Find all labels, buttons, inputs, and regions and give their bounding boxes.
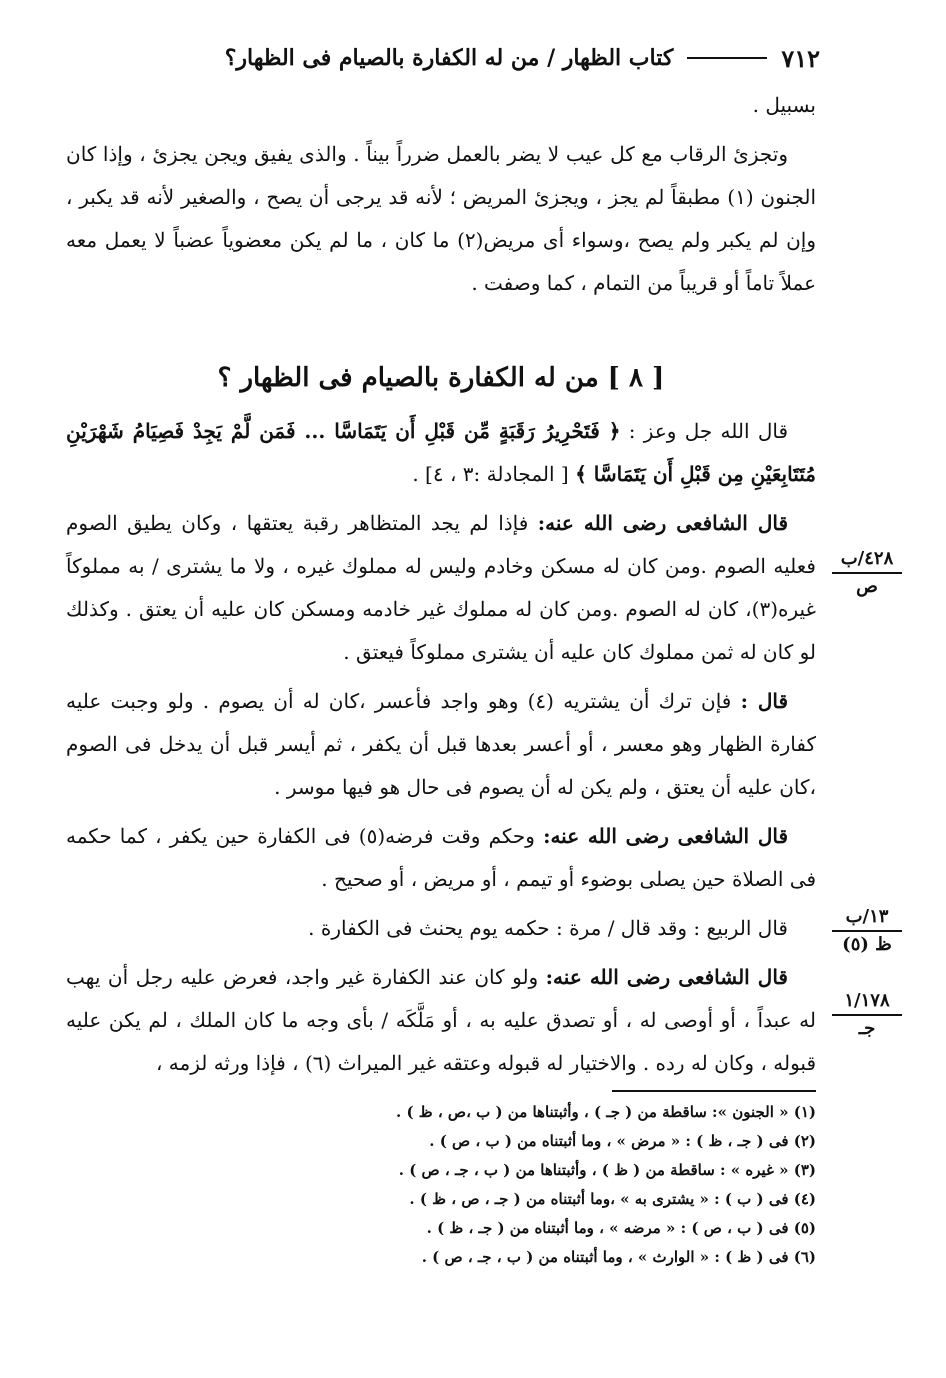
paragraph-text: ولو كان عند الكفارة غير واجد، فعرض عليه رجل أن يهب له عبداً ، أو أوصى له ، أو تصدق عليه به ، أو مَلَّكَه / بأى وجه ما كان الملك ، لم يكن عليه قبوله ، وكان له رده . والاختيار له قبوله وعتقه غير الميراث (٦) ، فإذا ورثه لزمه ، [66,965,816,1075]
footnote: (١) « الجنون »: ساقطة من ( جـ ) ، وأثبتناها من ( ب ،ص ، ظ ) . [396,1103,816,1121]
page-number: ٧١٢ [781,43,820,73]
quran-verse: ﴿ فَتَحْرِيرُ رَقَبَةٍ مِّن قَبْلِ أَن يَتَمَاسَّا ... فَمَن لَّمْ يَجِدْ فَصِيَامُ شَهْرَيْنِ مُتَتَابِعَيْنِ مِن قَبْلِ أَن يَتَمَاسَّا ﴾ [66,419,816,486]
header-rule [687,57,767,59]
paragraph-3 [66,815,816,901]
running-title: كتاب الظهار / من له الكفارة بالصيام فى الظهار؟ [224,45,674,71]
paragraph-lead: قال الشافعى رضى الله عنه: [543,824,788,848]
footnote: (٤) فى ( ب ) : « يشترى به » ،وما أثبتناه من ( جـ ، ص ، ظ ) . [409,1190,816,1208]
margin-note-manuscript-ref [832,990,902,1040]
margin-note-folio: ١/١٧٨ [832,990,902,1016]
margin-note-folio: ٤٢٨/ب [832,548,902,574]
footnote: (٦) فى ( ظ ) : « الوارث » ، وما أثبتناه من ( ب ، جـ ، ص ) . [421,1248,816,1266]
footnote: (٥) فى ( ب ، ص ) : « مرضه » ، وما أثبتناه من ( جـ ، ظ ) . [426,1219,816,1237]
margin-note-siglum: ص [856,576,878,597]
paragraph-1 [66,502,816,674]
paragraph-lead: قال : [740,689,789,713]
paragraph-lead: قال الشافعى رضى الله عنه: [545,965,788,989]
margin-note-siglum: جـ [858,1018,876,1039]
footnotes [300,1098,816,1272]
footnote: (٢) فى ( جـ ، ظ ) : « مرض » ، وما أثبتناه من ( ب ، ص ) . [429,1132,816,1150]
paragraph-lead: قال الشافعى رضى الله عنه: [537,511,788,535]
top-text-block [66,84,816,311]
section-title: [ ٨ ] من له الكفارة بالصيام فى الظهار ؟ [217,363,665,393]
continuation-line: بسبيل . [752,93,816,117]
margin-note-manuscript-ref [832,548,902,598]
page-header [60,38,820,78]
paragraph-2 [66,680,816,809]
footnote: (٣) « غيره » : ساقطة من ( ظ ) ، وأثبتناها من ( ب ، جـ ، ص ) . [398,1161,816,1179]
verse-paragraph [66,410,816,496]
paragraph-4 [66,907,816,950]
verse-reference: [ المجادلة :٣ ، ٤] . [412,462,569,486]
margin-note-folio: ١٣/ب [832,906,902,932]
opening-paragraph: وتجزئ الرقاب مع كل عيب لا يضر بالعمل ضرراً بيناً . والذى يفيق ويجن يجزئ ، وإذا كان الجنون (١) مطبقاً لم يجز ، ويجزئ المريض ؛ لأنه قد يرجى أن يصح ، والصغير لأنه قد يكبر ، وإن لم يكبر ولم يصح ،وسواء أى مريض(٢) ما كان ، ما لم يكن معضوياً عضباً لا يعمل معه عملاً تاماً أو قريباً من التمام ، كما وصفت . [66,142,816,295]
paragraph-text: فإن ترك أن يشتريه (٤) وهو واجد فأعسر ،كان له أن يصوم . ولو وجبت عليه كفارة الظهار وهو معسر ، أو أعسر بعدها قبل أن يكفر ، ثم أيسر قبل أن يدخل فى الصوم ،كان عليه أن يعتق ، ولم يكن له أن يصوم فى حال هو فيها موسر . [66,689,816,799]
paragraph-text: قال الربيع : وقد قال / مرة : حكمه يوم يحنث فى الكفارة . [308,916,788,940]
paragraph-5 [66,956,816,1085]
footnote-rule [612,1090,816,1092]
paragraph-text: فإذا لم يجد المتظاهر رقبة يعتقها ، وكان يطيق الصوم فعليه الصوم .ومن كان له مسكن وخادم وليس له مملوك غيره ، ولا ما يشترى / به مملوكاً غيره(٣)، كان له الصوم .ومن كان له مملوك غير خادمه ومسكن كان عليه أن يعتق . وكذلك لو كان له ثمن مملوك كان عليه أن يشترى مملوكاً فيعتق . [66,511,816,664]
margin-note-siglum: ظ (٥) [842,934,892,955]
main-text-block [66,410,816,1091]
paragraph-text: وحكم وقت فرضه(٥) فى الكفارة حين يكفر ، كما حكمه فى الصلاة حين يصلى بوضوء أو تيمم ، أو مريض ، أو صحيح . [66,824,816,891]
verse-intro: قال الله جل وعز : [628,419,789,443]
margin-note-manuscript-ref [832,906,902,956]
